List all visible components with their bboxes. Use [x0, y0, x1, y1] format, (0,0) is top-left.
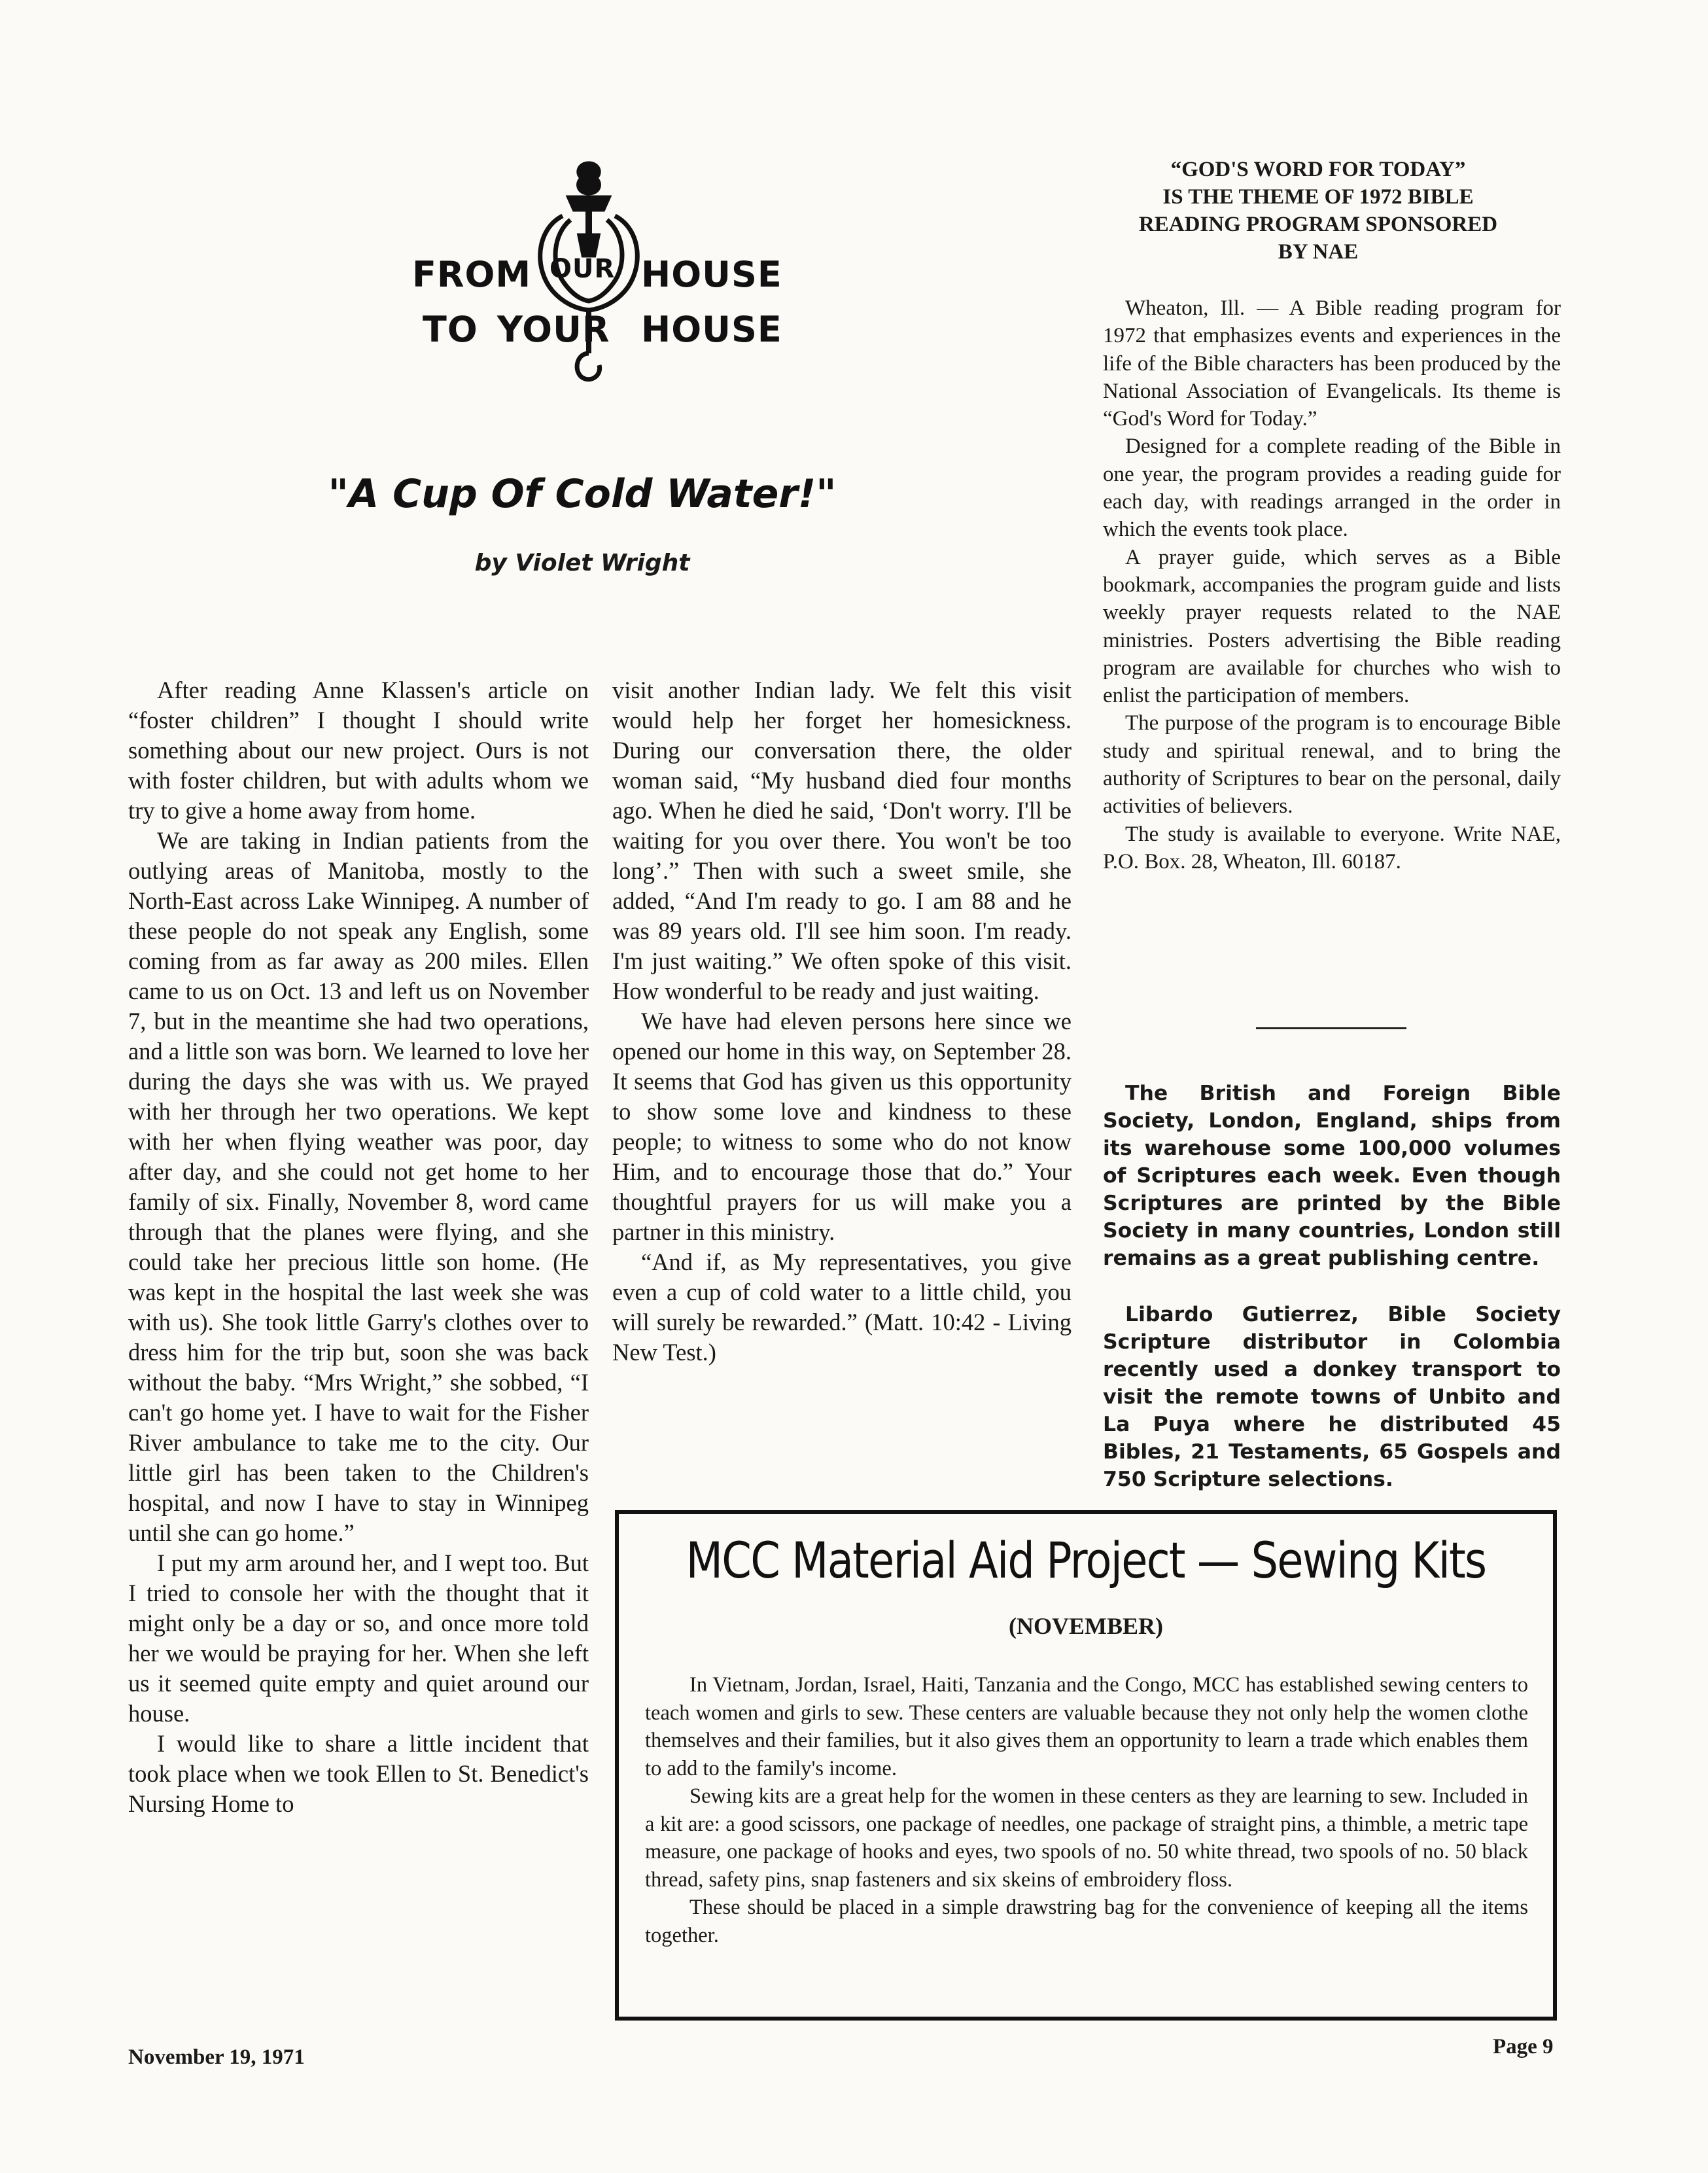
gods-word-paragraph: A prayer guide, which serves as a Bible bookmark, accompanies the program guide and lists weekly prayer requests related to the NAE ministries. Posters advertising the Bible reading program are available for churches who wish to enlist the participation of members. [1103, 545, 1561, 708]
article-paragraph: We are taking in Indian patients from the outlying areas of Manitoba, mostly to the North-East across Lake Winnipeg. A number of these people do not speak any English, some coming from as far away as 200 miles. Ellen came to us on Oct. 13 and left us on November 7, but in the meantime she had two operations, and a little son was born. We learned to love her during the days she was with us. We prayed with her through her two operations. We kept with her when flying weather was poor, day after day, and she could not get home to her family of six. Finally, November 8, word came through that the planes were flying, and she could take her precious little son home. (He was kept in the hospital the last week she was with us). She took little Garry's clothes over to dress him for the trip but, soon she was back without the baby. “Mrs Wright,” she sobbed, “I can't go home yet. I have to wait for the Fisher River ambulance to take me to the city. Our little girl has been taken to the Children's hospital, and now I have to stay in Winnipeg until she can go home.” [128, 827, 589, 1546]
article-paragraph: I put my arm around her, and I wept too. But I tried to console her with the thought that it might only be a day or so, and once more told her we would be praying for her. When she left us it seemed quite empty and quiet around our house. [128, 1549, 589, 1727]
logo-word-to: TO [423, 309, 478, 350]
note-text: Libardo Gutierrez, Bible Society Scripture distributor in Colombia recently used a donkey transport to visit the remote towns of Unbito and La Puya where he distributed 45 Bibles, 21 Testaments, 65 Gospels and 750 Scripture selections. [1103, 1303, 1561, 1491]
mcc-sewing-kits-box [615, 1510, 1557, 2021]
article-byline: by Violet Wright [474, 550, 690, 576]
column-logo [366, 157, 811, 399]
mcc-body [645, 1671, 1528, 1949]
logo-word-house: HOUSE [641, 254, 782, 295]
headline-line: IS THE THEME OF 1972 BIBLE [1162, 185, 1474, 209]
mcc-paragraph: In Vietnam, Jordan, Israel, Haiti, Tanzania and the Congo, MCC has established sewing centers to teach women and girls to sew. These centers are valuable because they not only help the women clothe themselves and their families, but it also gives them an opportunity to learn a trade which enables them to add to the family's income. [645, 1673, 1528, 1780]
article-paragraph: “And if, as My representatives, you give even a cup of cold water to a little child, you will surely be rewarded.” (Matt. 10:42 - Living New Test.) [612, 1248, 1072, 1366]
article-column-1 [128, 675, 589, 1819]
issue-date: November 19, 1971 [128, 2045, 305, 2069]
article-paragraph: visit another Indian lady. We felt this visit would help her forget her homesickness. During our conversation there, the older woman said, “My husband died four months ago. When he died he said, ‘Don't worry. I'll be waiting for you over there. You won't be too long’.” Then with such a sweet smile, she added, “And I'm ready to go. I am 88 and he was 89 years old. I'll see him soon. I'm ready. I'm just waiting.” We often spoke of this visit. How wonderful to be ready and just waiting. [612, 677, 1072, 1004]
logo-word-house-2: HOUSE [641, 309, 782, 350]
gods-word-paragraph: Wheaton, Ill. — A Bible reading program for 1972 that emphasizes events and experiences in the life of the Bible characters has been produced by the National Association of Evangelicals. Its theme is “God's Word for Today.” [1103, 296, 1561, 431]
logo-word-from: FROM [412, 254, 532, 295]
mcc-paragraph: These should be placed in a simple drawstring bag for the convenience of keeping all the items together. [645, 1896, 1528, 1947]
article-column-2 [612, 675, 1072, 1368]
gods-word-paragraph: Designed for a complete reading of the Bible in one year, the program provides a reading guide for each day, with readings arranged in the order in which the events took place. [1103, 434, 1561, 542]
article-paragraph: We have had eleven persons here since we opened our home in this way, on September 28. It seems that God has given us this opportunity to show some love and kindness to these people; to witness to some who do not know Him, and to encourage those that do.” Your thoughtful prayers for us will make you a partner in this ministry. [612, 1008, 1072, 1245]
gods-word-body [1103, 294, 1561, 875]
page-number: Page 9 [1493, 2035, 1554, 2058]
gods-word-headline [1106, 156, 1531, 266]
gods-word-paragraph: The purpose of the program is to encourage Bible study and spiritual renewal, and to bring the authority of Scriptures to bear on the personal, daily activities of believers. [1103, 711, 1561, 819]
headline-line: “GOD'S WORD FOR TODAY” [1170, 158, 1466, 181]
mcc-paragraph: Sewing kits are a great help for the women in these centers as they are learning to sew. Included in a kit are: a good scissors, one package of needles, one package of straight pins, a thimble, a metric tape measure, one package of hooks and eyes, two spools of no. 50 white thread, two spools of no. 50 black thread, safety pins, snap fasteners and six skeins of embroidery floss. [645, 1784, 1528, 1892]
mcc-subtitle: (NOVEMBER) [1009, 1613, 1163, 1639]
note-text: The British and Foreign Bible Society, London, England, ships from its warehouse some 100,000 volumes of Scriptures each week. Even though Scriptures are printed by the Bible Society in many countries, London still remains as a great publishing centre. [1103, 1082, 1561, 1270]
headline-line: READING PROGRAM SPONSORED [1138, 213, 1498, 236]
logo-word-our: OUR [549, 254, 616, 284]
colombia-note [1103, 1301, 1561, 1493]
section-divider [1256, 1027, 1406, 1029]
bible-society-note [1103, 1080, 1561, 1272]
article-paragraph: After reading Anne Klassen's article on “foster children” I thought I should write something about our new project. Ours is not with foster children, but with adults whom we try to give a home away from home. [128, 677, 589, 824]
logo-word-your: YOUR [497, 309, 610, 350]
article-paragraph: I would like to share a little incident that took place when we took Ellen to St. Benedict's Nursing Home to [128, 1730, 589, 1817]
mcc-title: MCC Material Aid Project — Sewing Kits [686, 1531, 1486, 1589]
gods-word-paragraph: The study is available to everyone. Write NAE, P.O. Box. 28, Wheaton, Ill. 60187. [1103, 822, 1561, 874]
article-title: "A Cup Of Cold Water!" [328, 471, 837, 517]
headline-line: BY NAE [1278, 240, 1359, 264]
